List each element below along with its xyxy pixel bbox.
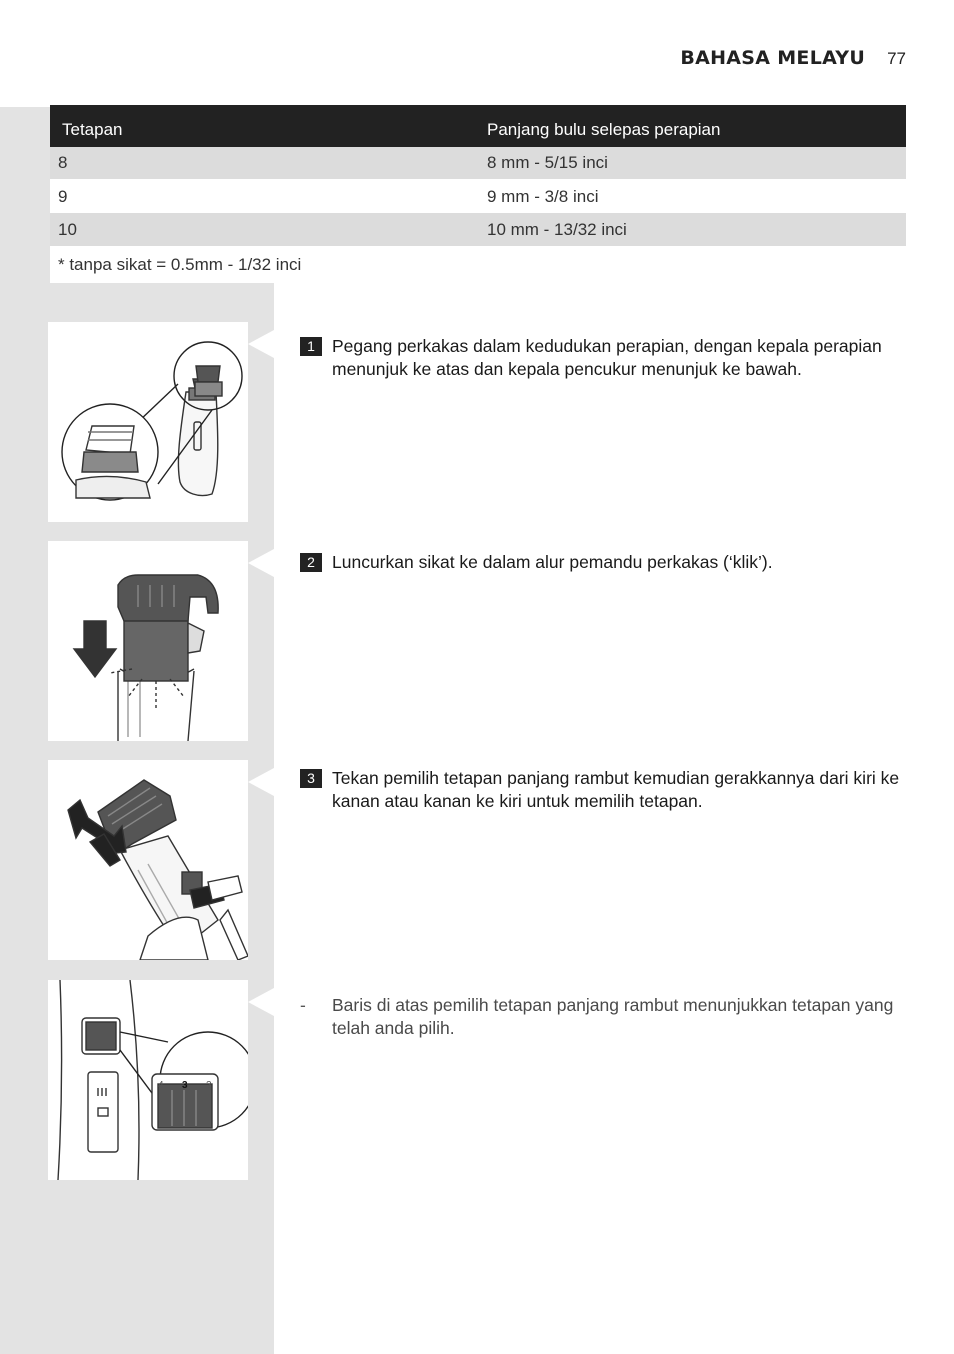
column-header-length: Panjang bulu selepas perapian	[479, 105, 906, 147]
table-row	[50, 147, 906, 180]
figure-setting-selector	[48, 760, 248, 960]
page-header	[680, 47, 906, 69]
step-text: Tekan pemilih tetapan panjang rambut kemudian gerakkannya dari kiri ke kanan atau kanan ke kiri untuk memilih tetapan.	[332, 768, 900, 811]
instruction-step-3	[300, 767, 910, 813]
sidebar-band-top	[0, 107, 50, 283]
setting-cell: 10	[50, 213, 479, 246]
instruction-bullet	[300, 994, 910, 1040]
column-header-setting: Tetapan	[50, 105, 479, 147]
bullet-text: Baris di atas pemilih tetapan panjang rambut menunjukkan tetapan yang telah anda pilih.	[332, 995, 894, 1038]
setting-cell: 8	[50, 147, 479, 180]
figure-trimmer-hold	[48, 322, 248, 522]
page-number: 77	[887, 49, 906, 68]
step-number: 3	[300, 769, 322, 788]
table-header-row	[50, 105, 906, 147]
figure-setting-indicator	[48, 980, 248, 1180]
table-footnote: * tanpa sikat = 0.5mm - 1/32 inci	[58, 255, 302, 274]
language-title: BAHASA MELAYU	[680, 47, 866, 69]
table-row	[50, 213, 906, 246]
step-text: Pegang perkakas dalam kedudukan perapian, dengan kepala perapian menunjuk ke atas dan kepala pencukur menunjuk ke bawah.	[332, 336, 882, 379]
selector-digit: 3	[182, 1080, 188, 1091]
bullet-marker: -	[300, 995, 306, 1015]
figure-pointer	[248, 330, 274, 358]
setting-cell: 9	[50, 180, 479, 213]
step-number: 1	[300, 337, 322, 356]
table-row	[50, 180, 906, 213]
length-cell: 8 mm - 5/15 inci	[479, 147, 906, 180]
length-cell: 9 mm - 3/8 inci	[479, 180, 906, 213]
step-number: 2	[300, 553, 322, 572]
figure-pointer	[248, 988, 274, 1016]
instruction-step-1	[300, 335, 910, 381]
figure-pointer	[248, 549, 274, 577]
figure-comb-attach	[48, 541, 248, 741]
step-text: Luncurkan sikat ke dalam alur pemandu perkakas (‘klik’).	[332, 552, 773, 572]
settings-table	[50, 105, 906, 246]
selector-digit: 4	[158, 1080, 164, 1091]
instruction-step-2	[300, 551, 910, 574]
length-cell: 10 mm - 13/32 inci	[479, 213, 906, 246]
figure-pointer	[248, 768, 274, 796]
selector-digit: 2	[206, 1080, 212, 1091]
